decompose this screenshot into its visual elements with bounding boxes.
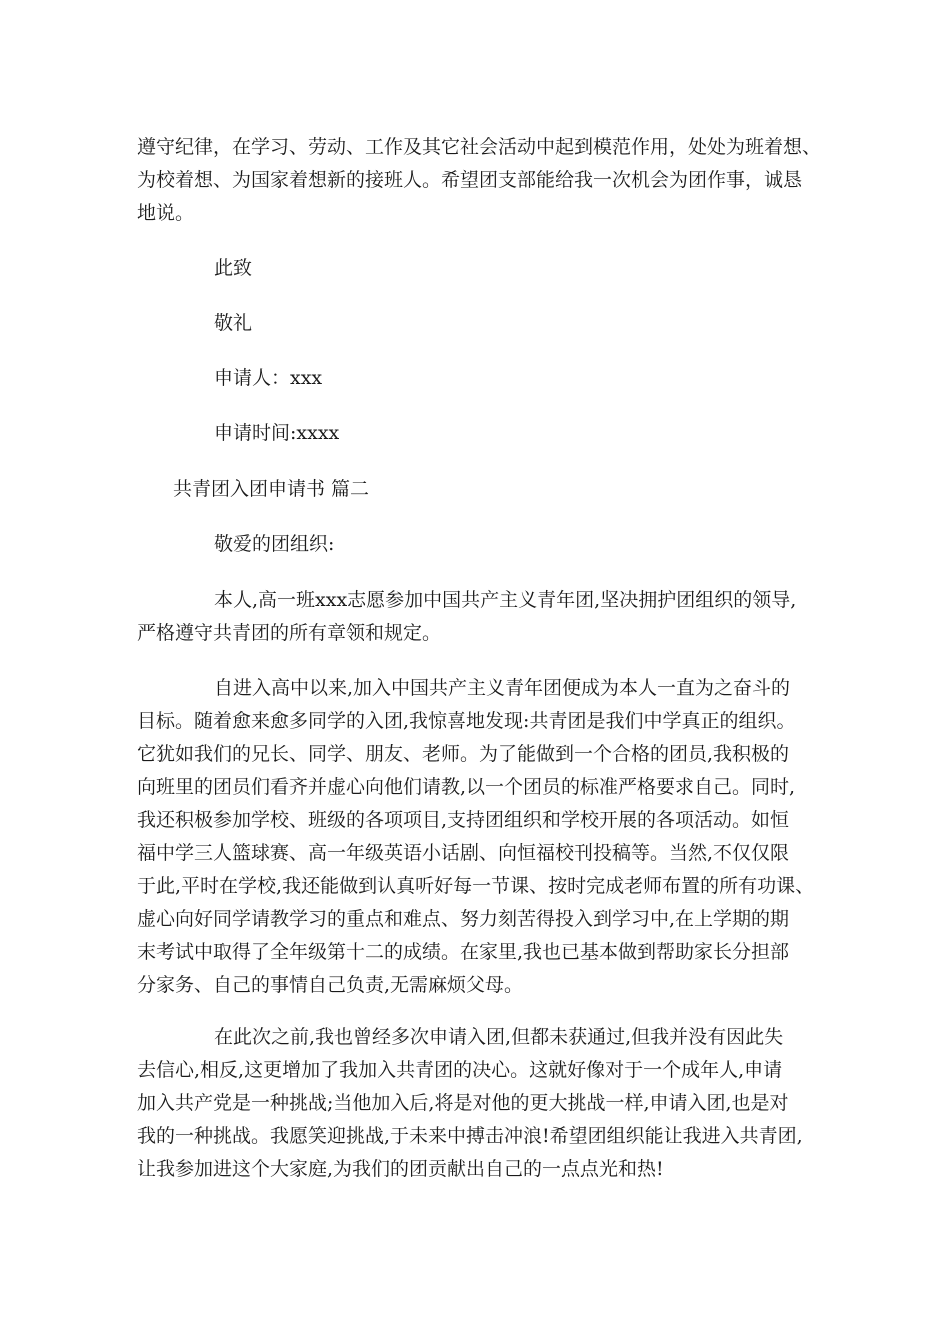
paragraph-1	[137, 584, 827, 650]
paragraph-3-line-1: 在此次之前,我也曾经多次申请入团,但都未获通过,但我并没有因此失	[214, 1026, 784, 1048]
paragraph-3-line-4: 我的一种挑战。我愿笑迎挑战,于未来中搏击冲浪!希望团组织能让我进入共青团,	[137, 1125, 803, 1147]
applicant-line: 申请人：xxx	[214, 367, 323, 389]
intro-line-3: 地说。	[137, 202, 195, 224]
paragraph-2	[137, 672, 827, 1002]
paragraph-2-line-7: 于此,平时在学校,我还能做到认真听好每一节课、按时完成老师布置的所有功课、	[137, 875, 815, 897]
paragraph-3	[137, 1021, 827, 1186]
paragraph-2-line-3: 它犹如我们的兄长、同学、朋友、老师。为了能做到一个合格的团员,我积极的	[137, 743, 790, 765]
intro-line-1: 遵守纪律，在学习、劳动、工作及其它社会活动中起到模范作用，处处为班着想、	[137, 136, 822, 158]
section-title: 共青团入团申请书 篇二	[173, 478, 370, 500]
paragraph-2-line-10: 分家务、自己的事情自己负责,无需麻烦父母。	[137, 974, 524, 996]
paragraph-2-line-6: 福中学三人篮球赛、高一年级英语小话剧、向恒福校刊投稿等。当然,不仅仅限	[137, 842, 790, 864]
paragraph-3-line-2: 去信心,相反,这更增加了我加入共青团的决心。这就好像对于一个成年人,申请	[137, 1059, 783, 1081]
paragraph-2-line-5: 我还积极参加学校、班级的各项项目,支持团组织和学校开展的各项活动。如恒	[137, 809, 790, 831]
paragraph-1-line-1: 本人,高一班xxx志愿参加中国共产主义青年团,坚决拥护团组织的领导,	[214, 589, 797, 611]
greeting: 敬爱的团组织:	[214, 533, 335, 555]
paragraph-2-line-9: 末考试中取得了全年级第十二的成绩。在家里,我也已基本做到帮助家长分担部	[137, 941, 790, 963]
paragraph-2-line-2: 目标。随着愈来愈多同学的入团,我惊喜地发现:共青团是我们中学真正的组织。	[137, 710, 796, 732]
intro-line-2: 为校着想、为国家着想新的接班人。希望团支部能给我一次机会为团作事，诚恳	[137, 169, 803, 191]
paragraph-3-line-5: 让我参加进这个大家庭,为我们的团贡献出自己的一点点光和热!	[137, 1158, 664, 1180]
closing-salutation-1: 此致	[214, 257, 253, 279]
closing-salutation-2: 敬礼	[214, 312, 253, 334]
intro-paragraph	[137, 131, 827, 230]
paragraph-1-line-2: 严格遵守共青团的所有章领和规定。	[137, 622, 442, 644]
paragraph-2-line-4: 向班里的团员们看齐并虚心向他们请教,以一个团员的标准严格要求自己。同时,	[137, 776, 796, 798]
paragraph-2-line-1: 自进入高中以来,加入中国共产主义青年团便成为本人一直为之奋斗的	[214, 677, 791, 699]
paragraph-3-line-3: 加入共产党是一种挑战;当他加入后,将是对他的更大挑战一样,申请入团,也是对	[137, 1092, 789, 1114]
application-date-line: 申请时间:xxxx	[214, 422, 340, 444]
paragraph-2-line-8: 虚心向好同学请教学习的重点和难点、努力刻苦得投入到学习中,在上学期的期	[137, 908, 790, 930]
